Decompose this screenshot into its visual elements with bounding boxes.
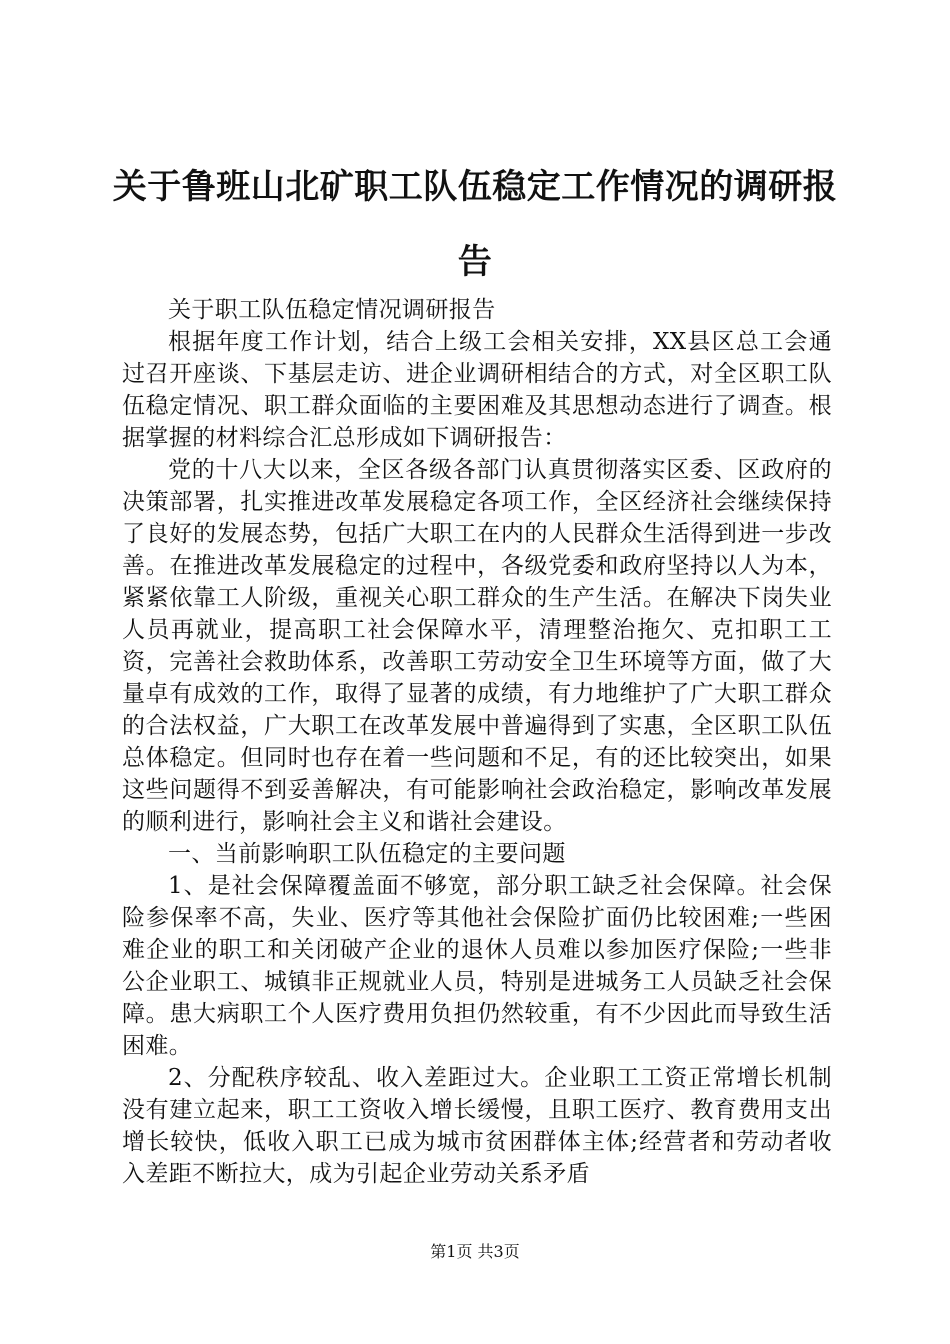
section-heading-1: 一、当前影响职工队伍稳定的主要问题 <box>168 841 566 867</box>
paragraph-item-2: 2、分配秩序较乱、收入差距过大。企业职工工资正常增长机制没有建立起来，职工工资收入增长缓慢，且职工医疗、教育费用支出增长较快，低收入职工已成为城市贫困群体主体;经营者和劳动者收入差距不断拉大，成为引起企业劳动关系矛盾 <box>122 1065 832 1187</box>
paragraph-subtitle: 关于职工队伍稳定情况调研报告 <box>168 297 496 323</box>
document-title: 关于鲁班山北矿职工队伍稳定工作情况的调研报告 <box>112 167 838 282</box>
paragraph-item-1: 1、是社会保障覆盖面不够宽，部分职工缺乏社会保障。社会保险参保率不高，失业、医疗等其他社会保险扩面仍比较困难;一些困难企业的职工和关闭破产企业的退休人员难以参加医疗保险;一些非公企业职工、城镇非正规就业人员，特别是进城务工人员缺乏社会保障。患大病职工个人医疗费用负担仍然较重，有不少因此而导致生活困难。 <box>122 873 832 1059</box>
paragraph-intro: 根据年度工作计划，结合上级工会相关安排，XX县区总工会通过召开座谈、下基层走访、进企业调研相结合的方式，对全区职工队伍稳定情况、职工群众面临的主要困难及其思想动态进行了调查。根据掌握的材料综合汇总形成如下调研报告： <box>122 329 832 451</box>
paragraph-background: 党的十八大以来，全区各级各部门认真贯彻落实区委、区政府的决策部署，扎实推进改革发展稳定各项工作，全区经济社会继续保持了良好的发展态势，包括广大职工在内的人民群众生活得到进一步改善。在推进改革发展稳定的过程中，各级党委和政府坚持以人为本，紧紧依靠工人阶级，重视关心职工群众的生产生活。在解决下岗失业人员再就业，提高职工社会保障水平，清理整治拖欠、克扣职工工资，完善社会救助体系，改善职工劳动安全卫生环境等方面，做了大量卓有成效的工作，取得了显著的成绩，有力地维护了广大职工群众的合法权益，广大职工在改革发展中普遍得到了实惠，全区职工队伍总体稳定。但同时也存在着一些问题和不足，有的还比较突出，如果这些问题得不到妥善解决，有可能影响社会政治稳定，影响改革发展的顺利进行，影响社会主义和谐社会建设。 <box>122 457 832 835</box>
page-footer: 第1页 共3页 <box>430 1242 520 1261</box>
document-body <box>122 294 832 1190</box>
